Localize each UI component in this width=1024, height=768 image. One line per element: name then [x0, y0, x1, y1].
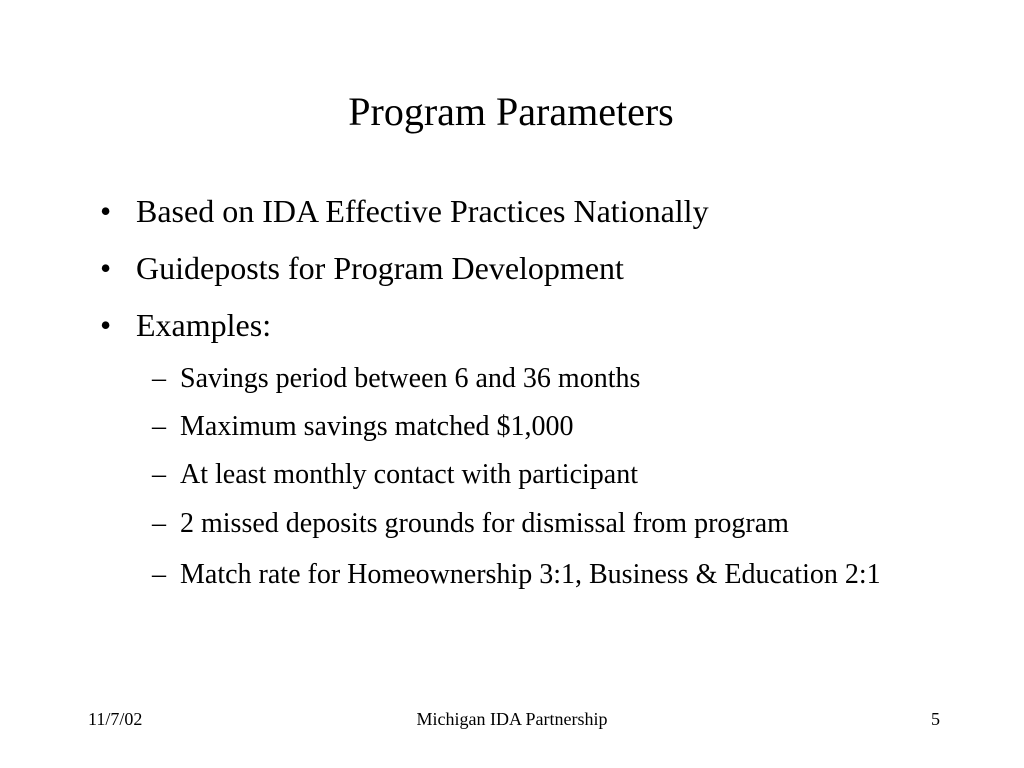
- sub-bullet-marker: –: [152, 508, 166, 539]
- sub-bullet-text: Match rate for Homeownership 3:1, Business & Education 2:1: [180, 559, 881, 590]
- bullet-marker: •: [100, 193, 112, 229]
- sub-bullet-marker: –: [152, 559, 166, 590]
- footer-title: Michigan IDA Partnership: [416, 709, 608, 729]
- sub-bullet-text: At least monthly contact with participant: [180, 459, 638, 490]
- bullet-marker: •: [100, 250, 112, 286]
- footer-date: 11/7/02: [88, 709, 143, 729]
- sub-bullet-marker: –: [152, 411, 166, 442]
- sub-bullet-marker: –: [152, 363, 166, 394]
- sub-bullet-marker: –: [152, 459, 166, 490]
- bullet-text: Based on IDA Effective Practices Nationally: [136, 193, 709, 229]
- bullet-text: Examples:: [136, 307, 272, 343]
- sub-bullet-text: Savings period between 6 and 36 months: [180, 363, 641, 394]
- sub-bullet-text: Maximum savings matched $1,000: [180, 411, 574, 442]
- bullet-text: Guideposts for Program Development: [136, 250, 624, 286]
- slide-title: Program Parameters: [348, 89, 674, 134]
- footer-page-number: 5: [931, 709, 940, 729]
- sub-bullet-text: 2 missed deposits grounds for dismissal from program: [180, 508, 789, 539]
- bullet-marker: •: [100, 307, 112, 343]
